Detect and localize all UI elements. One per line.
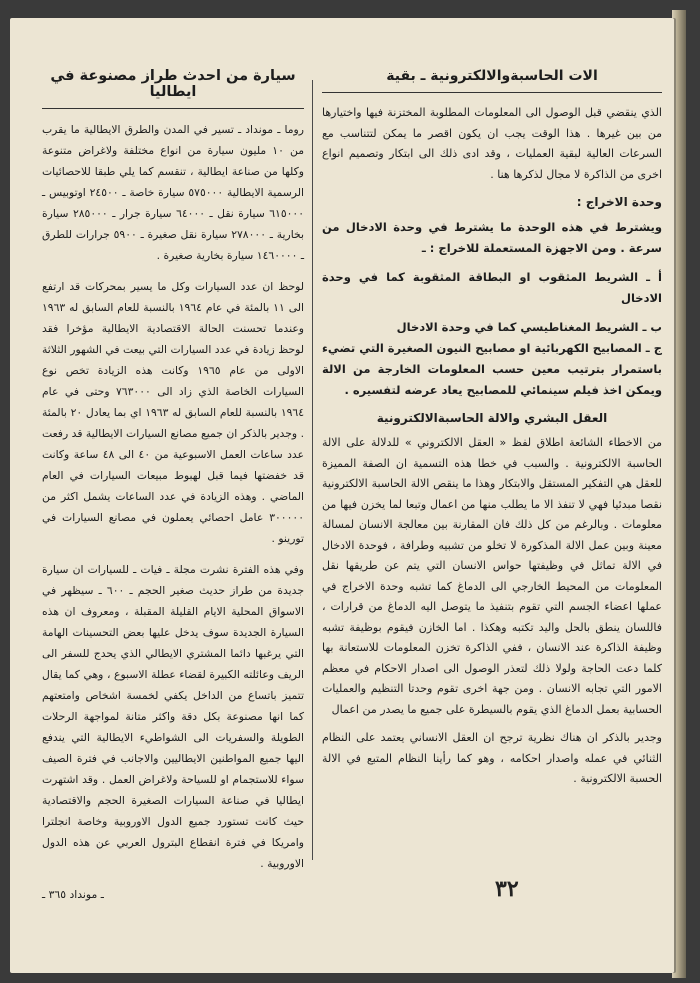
magazine-page — [10, 18, 674, 973]
list-item: ب ـ الشريط المغناطيسي كما في وحدة الادخال — [396, 320, 662, 334]
page-number: ٣٢ — [495, 876, 519, 902]
article-title: سيارة من احدث طراز مصنوعة في ايطاليا — [42, 68, 304, 109]
paragraph: الذي ينقضي قبل الوصول الى المعلومات المطلوبة المختزنة فيها واختيارها من بين غيرها . هذا الوقت يجب ان يكون اقصر ما يمكن لتتناسب مع السرعات العالية لبقية العمليات ، وقد ادى ذلك الى ابتكار وتصميم انواع اخرى من الذاكرة لا مجال لذكرها هنا . — [322, 106, 662, 181]
list-item: أ ـ الشريط المثقوب او البطاقة المثقوبة كما في وحدة الادخال — [322, 270, 662, 305]
right-column — [322, 68, 662, 798]
article-title: الات الحاسبةوالالكترونية ـ بقية — [322, 68, 662, 93]
paragraph: لوحظ ان عدد السيارات وكل ما يسير بمحركات قد ارتفع الى ١١ بالمئة في عام ١٩٦٤ بالنسبة للعام السابق له ١٩٦٣ وعندما تحسنت الحالة الاقتصادية الايطالية مؤخرا فقد لوحظ زيادة في عدد السيارات التي بيعت في الشهور الثلاثة الاولى من عام ١٩٦٥ وكانت هذه الزيادة تخص نوع السيارات الخاصة الذي زاد الى ٧٦٣٠٠٠ وحتى في عام ١٩٦٤ بالنسبة للعام السابق له ١٩٦٣ اي بما يعادل ٢٠ بالمئة . وجدير بالذكر ان جميع مصانع السيارات الايطالية قد رفعت عدد ساعات العمل الاسبوعية من ٤٠ الى ٤٨ ساعة وكانت قد خفضتها فيما قبل لهبوط مبيعات السيارات في العام الماضي . وهذه الزيادة في عدد الساعات يشمل اكثر من ٣٠٠٠٠٠ عامل احصائي يعملون في مصانع السيارات في تورينو . — [42, 280, 305, 545]
column-divider — [312, 80, 313, 860]
section-heading: وحدة الاخراج : — [576, 195, 662, 209]
paragraph: وفي هذه الفترة نشرت مجلة ـ فيات ـ للسيارات ان سيارة جديدة من طراز حديث صغير الحجم ـ ٦٠٠ ـ سيظهر في الاسواق المحلية الايام القليلة المقبلة ، ومعروف ان هذه السيارة الجديدة سوف يدخل عليها بعض التحسينات الهامة التي يرغبها دائما المشتري الايطالي الذي يحدج للسفر الى الريف وعائلته الكبيرة لقضاء عطلة الاسبوع ، وهي كما يقال تتميز باتساع من الداخل يكفي لخمسة اشخاص وامتعتهم كما انها مصنوعة بكل دقة واكثر متانة لمواجهة الرحلات الطويلة والسفريات الى الشواطيء الايطالية التي يندفع اليها جميع المواطنين الايطاليين والاجانب في فترة الصيف سواء للاستجمام او للسياحة ولاغراض العمل . وقد اشتهرت ايطاليا في صناعة السيارات الصغيرة الحجم والاقتصادية حيث كانت تستورد جميع الدول الاوروبية وخاصة انجلترا وامريكا في فترة انقطاع البترول العربي عن هذه الدول الاوروبية . — [42, 563, 304, 870]
paragraph: روما ـ مونداد ـ تسير في المدن والطرق الايطالية ما يقرب من ١٠ مليون سيارة من انواع مختلفة ولاغراض متنوعة وكلها من صناعة ايطالية ، تنقسم كما يلي طبقا للاحصائيات الرسمية الايطالية ٥٧٥٠٠٠ سيارة خاصة ـ ٢٤٥٠٠ اوتوبيس ـ ٦١٥٠٠٠ سيارة نقل ـ ٦٤٠٠٠ سيارة جرار ـ ٢٨٥٠٠٠ سيارة بخارية ـ ٢٧٨٠٠٠ سيارة نقل صغيرة ـ ٥٩٠٠ جرارات للطرق ـ ١٤٦٠٠٠٠ سيارة بخارية صغيرة . — [42, 123, 305, 262]
section-heading: العقل البشري والالة الحاسبةالالكترونية — [376, 411, 608, 425]
paragraph: وجدير بالذكر ان هناك نظرية ترجح ان العقل الانساني يعتمد على النظام الثنائي في عمله واصدار احكامه ، وهو كما رأينا النظام المتبع في الالة الحسبة الالكترونية . — [322, 731, 662, 785]
signoff: ـ مونداد ٣٦٥ ـ — [42, 888, 104, 901]
page-edge — [672, 10, 686, 978]
list-item: ج ـ المصابيح الكهربائية او مصابيح النيون الصغيرة التي تضيء باستمرار بترتيب معين حسب المعلومات الخارجة من الالة ويمكن اخذ فيلم سينمائي للمصابيح يعاد عرضه لتفسيره . — [322, 341, 662, 397]
left-column — [42, 68, 304, 915]
paragraph: ويشترط في هذه الوحدة ما يشترط في وحدة الادخال من سرعة . ومن الاجهزة المستعملة للاخراج : ـ — [322, 220, 662, 255]
paragraph: من الاخطاء الشائعة اطلاق لفظ « العقل الالكتروني » للدلالة على الالة الحاسبة الالكترونية . والسبب في خطا هذه التسمية ان الصفة المميزة للعقل هي التفكير المستقل والابتكار وهذا ما ينقص الالة الحاسبة الالكترونية نقصا مبدئيا فهي لا تنفذ الا ما يطلب منها من اعمال وتبعا لما يخزن فيها من معلومات . وبالرغم من كل ذلك فان المقارنة بين معالجة الانسان لمسالة معينة وبين عمل الالة المذكورة لا تخلو من تشبيه وطرافة ، فوحدة الادخال في الالة تماثل في وظيفتها حواس الانسان التي يتم عن طريقها نقل المعلومات من المحيط الخارجي الى الدماغ كما تشبه وحدة الاخراج في عملها اعضاء الجسم التي تقوم بتنفيذ ما يتوصل اليه الدماغ من قرارات ، فاللسان ينطق بالحل واليد تكتبه وهكذا . اما الخازن فيقوم بوظيفة تشبه وظيفة الذاكرة عند الانسان ، ففي الذاكرة تخزن المعلومات للاستعانة بها كلما دعت الحاجة ولولا ذلك لتعذر الوصول الى اصدار الاحكام في معظم الامور التي تجابه الانسان . ومن جهة اخرى تقوم وحدتا التنظيم والعمليات الحسابية بعمل الدماغ الذي يقوم بالسيطرة على جميع ما يصدر من اعمال — [322, 436, 662, 716]
